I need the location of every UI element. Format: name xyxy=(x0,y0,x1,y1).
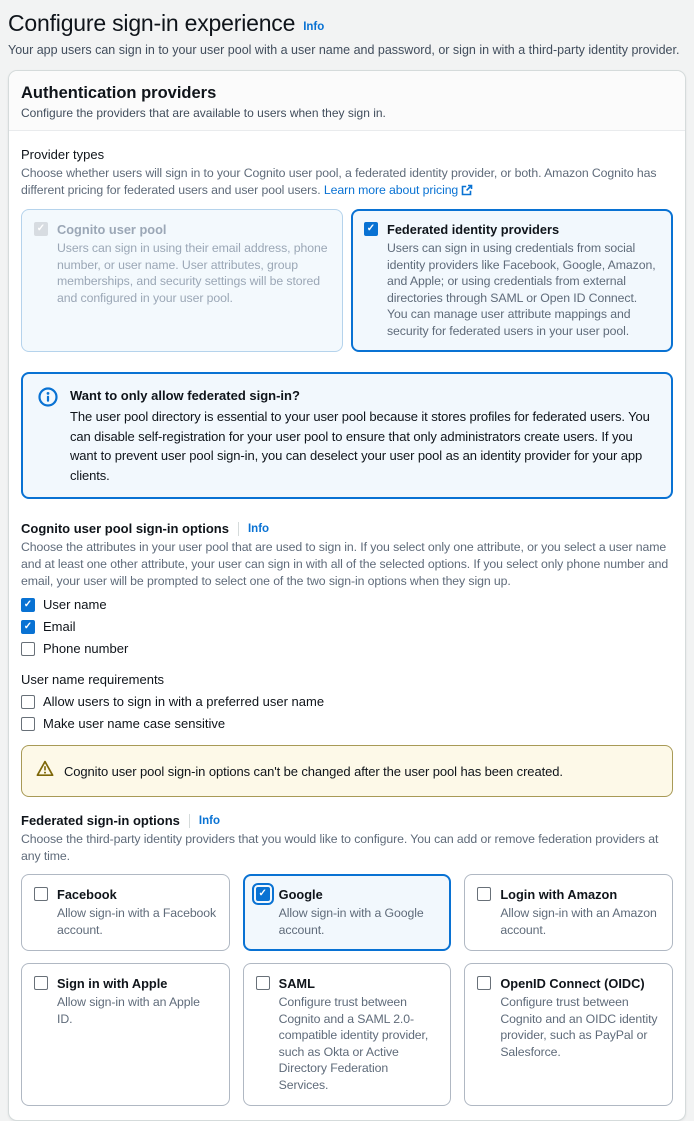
oidc-title: OpenID Connect (OIDC) xyxy=(500,976,645,991)
provider-types-description xyxy=(21,165,673,201)
facebook-checkbox[interactable] xyxy=(34,887,48,901)
checkbox-row-preferred-user-name[interactable] xyxy=(21,694,673,709)
signin-options-description: Choose the attributes in your user pool that are used to sign in. If you select only one attribute, or you select a user name and at least one other attribute, your user can sign in with all of the selected options. If you select only phone number and email, your user will be prompted to select one of the two sign-in options when they sign up. xyxy=(21,540,669,588)
saml-checkbox[interactable] xyxy=(256,976,270,990)
checkbox-row-phone-number[interactable] xyxy=(21,641,673,656)
google-card[interactable] xyxy=(243,874,452,951)
login-with-amazon-description: Allow sign-in with an Amazon account. xyxy=(500,906,657,937)
provider-types-label: Provider types xyxy=(21,147,105,162)
signin-options-warning-alert xyxy=(21,745,673,797)
oidc-description: Configure trust between Cognito and an OIDC identity provider, such as PayPal or Salesforce. xyxy=(500,995,658,1059)
federated-identity-providers-card-content xyxy=(387,222,660,339)
page-title: Configure sign-in experience xyxy=(8,10,296,36)
facebook-description: Allow sign-in with a Facebook account. xyxy=(57,906,217,937)
sign-in-with-apple-card-content xyxy=(57,976,217,1093)
google-checkbox[interactable] xyxy=(256,887,270,901)
info-circle-icon xyxy=(37,386,59,485)
case-sensitive-checkbox[interactable] xyxy=(21,717,35,731)
cognito-user-pool-description: Users can sign in using their email address, phone number, or user name. User attributes, group memberships, and security settings will be stored and configured in your user pool. xyxy=(57,241,328,305)
page-subtitle: Your app users can sign in to your user pool with a user name and password, or sign in with a third-party identity provider. xyxy=(8,43,680,57)
external-link-icon xyxy=(461,185,473,199)
cognito-user-pool-card xyxy=(21,209,343,352)
email-checkbox-label[interactable]: Email xyxy=(43,619,76,634)
warning-icon xyxy=(36,760,54,782)
oidc-card-content xyxy=(500,976,660,1093)
facebook-title: Facebook xyxy=(57,887,117,902)
checkbox-row-user-name[interactable] xyxy=(21,597,673,612)
sign-in-with-apple-description: Allow sign-in with an Apple ID. xyxy=(57,995,200,1026)
cognito-user-pool-checkbox xyxy=(34,222,48,236)
phone-number-checkbox-label[interactable]: Phone number xyxy=(43,641,129,656)
phone-number-checkbox[interactable] xyxy=(21,642,35,656)
provider-types-desc-text: Choose whether users will sign in to your Cognito user pool, a federated identity provider, or both. Amazon Cognito has different pricing for federated users and user pool users. xyxy=(21,166,657,197)
signin-options-label: Cognito user pool sign-in options xyxy=(21,521,229,536)
saml-card-content xyxy=(279,976,439,1093)
login-with-amazon-card[interactable] xyxy=(464,874,673,951)
google-card-content xyxy=(279,887,439,938)
label-divider xyxy=(189,814,190,828)
facebook-card-content xyxy=(57,887,217,938)
warning-alert-text: Cognito user pool sign-in options can't be changed after the user pool has been created. xyxy=(64,763,563,779)
pricing-link[interactable]: Learn more about pricing xyxy=(323,183,459,197)
facebook-card[interactable] xyxy=(21,874,230,951)
saml-card[interactable] xyxy=(243,963,452,1106)
federated-provider-cards xyxy=(21,874,673,1106)
signin-options-section xyxy=(21,521,673,656)
federated-identity-providers-checkbox[interactable] xyxy=(364,222,378,236)
login-with-amazon-checkbox[interactable] xyxy=(477,887,491,901)
email-checkbox[interactable] xyxy=(21,620,35,634)
panel-title: Authentication providers xyxy=(21,84,217,102)
preferred-user-name-checkbox[interactable] xyxy=(21,695,35,709)
federated-options-label-row xyxy=(21,813,673,828)
authentication-providers-panel xyxy=(8,70,686,1121)
provider-type-cards xyxy=(21,209,673,352)
page-header xyxy=(8,10,686,37)
cognito-user-pool-card-content xyxy=(57,222,330,339)
federated-options-section xyxy=(21,813,673,1106)
case-sensitive-checkbox-label[interactable]: Make user name case sensitive xyxy=(43,716,226,731)
cognito-user-pool-title: Cognito user pool xyxy=(57,222,167,237)
saml-description: Configure trust between Cognito and a SAML 2.0-compatible identity provider, such as Okta or Active Directory Federation Services. xyxy=(278,995,429,1092)
page-title-info-link[interactable]: Info xyxy=(303,21,325,33)
google-description: Allow sign-in with a Google account. xyxy=(278,906,424,937)
federated-signin-info-alert xyxy=(21,372,673,499)
google-title: Google xyxy=(278,887,323,902)
checkbox-row-case-sensitive[interactable] xyxy=(21,716,673,731)
panel-body xyxy=(9,131,685,1120)
login-with-amazon-card-content xyxy=(500,887,660,938)
user-name-checkbox-label[interactable]: User name xyxy=(43,597,107,612)
login-with-amazon-title: Login with Amazon xyxy=(500,887,618,902)
user-name-checkbox[interactable] xyxy=(21,598,35,612)
username-requirements-label: User name requirements xyxy=(21,672,165,687)
oidc-checkbox[interactable] xyxy=(477,976,491,990)
label-divider xyxy=(238,522,239,536)
federated-options-label: Federated sign-in options xyxy=(21,813,180,828)
signin-options-label-row xyxy=(21,521,673,536)
info-alert-content xyxy=(70,386,657,485)
checkbox-row-email[interactable] xyxy=(21,619,673,634)
federated-options-description: Choose the third-party identity providers that you would like to configure. You can add or remove federation providers at any time. xyxy=(21,832,659,863)
signin-options-info-link[interactable]: Info xyxy=(247,522,270,535)
provider-types-section xyxy=(21,147,673,352)
federated-identity-providers-description: Users can sign in using credentials from social identity providers like Facebook, Google, Amazon, and Apple; or using credentials from external directories through SAML or Open ID Connect. You can manage user attribute mappings and security for federated users in your user pool. xyxy=(387,241,656,338)
info-alert-body: The user pool directory is essential to your user pool because it stores profiles for federated users. You can disable self-registration for your user pool to ensure that only administrators create users. If you want to prevent user pool sign-in, you can deselect your user pool as an identity provider for your app clients. xyxy=(70,409,650,483)
info-alert-title: Want to only allow federated sign-in? xyxy=(70,388,300,403)
saml-title: SAML xyxy=(278,976,315,991)
federated-identity-providers-card[interactable] xyxy=(351,209,673,352)
sign-in-with-apple-card[interactable] xyxy=(21,963,230,1106)
panel-header xyxy=(9,71,685,131)
federated-options-info-link[interactable]: Info xyxy=(198,814,220,827)
federated-identity-providers-title: Federated identity providers xyxy=(387,222,560,237)
panel-description: Configure the providers that are available to users when they sign in. xyxy=(21,106,386,120)
sign-in-with-apple-title: Sign in with Apple xyxy=(57,976,168,991)
preferred-user-name-checkbox-label[interactable]: Allow users to sign in with a preferred user name xyxy=(43,694,325,709)
username-requirements-section xyxy=(21,672,673,731)
sign-in-with-apple-checkbox[interactable] xyxy=(34,976,48,990)
oidc-card[interactable] xyxy=(464,963,673,1106)
